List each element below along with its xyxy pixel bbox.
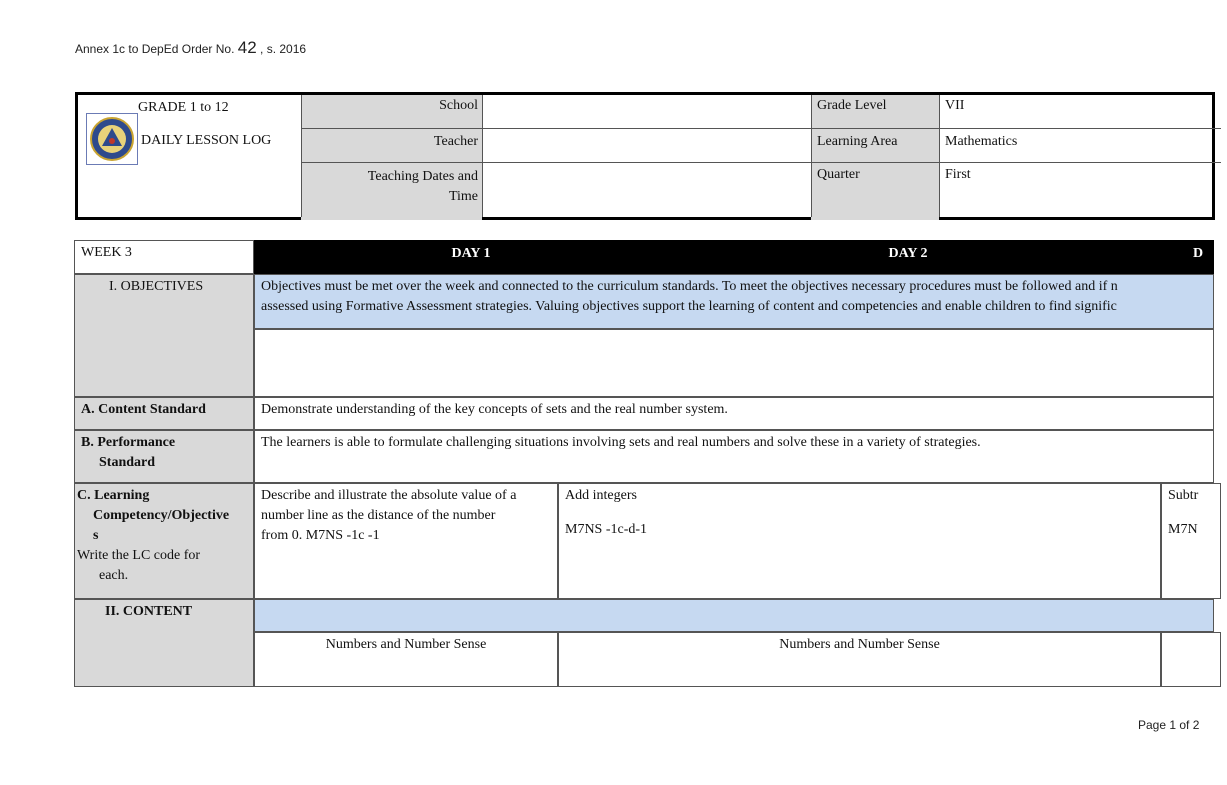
school-label: School [439, 98, 478, 113]
lc-day1-line2: number line as the distance of the number [261, 508, 496, 523]
lc-day3[interactable] [1161, 483, 1221, 599]
lc-day2-line1: Add integers [565, 488, 637, 503]
learning-area-value[interactable]: Mathematics [945, 134, 1018, 149]
day3-header: D [1193, 246, 1204, 261]
annex-prefix: Annex 1c to DepEd Order No. [75, 42, 235, 56]
lesson-log-table [74, 240, 1214, 687]
teaching-dates-label-line1: Teaching Dates and [367, 169, 478, 184]
objectives-entry[interactable] [254, 329, 1214, 397]
week-cell: WEEK 3 [74, 240, 254, 274]
grade-level-value[interactable]: VII [945, 98, 965, 113]
day1-header: DAY 1 [451, 246, 491, 261]
lc-day1[interactable] [254, 483, 558, 599]
grade-range: GRADE 1 to 12 [138, 100, 229, 115]
teaching-dates-label [301, 167, 478, 207]
page-number: Page 1 of 2 [1138, 718, 1200, 732]
performance-standard-value: The learners is able to formulate challenging situations involving sets and real numbers and solve these in a variety of strategies. [254, 430, 1214, 483]
content-day3[interactable] [1161, 632, 1221, 687]
content-day1[interactable]: Numbers and Number Sense [254, 632, 558, 687]
learning-area-label: Learning Area [817, 134, 898, 149]
learning-competency-label [74, 483, 254, 599]
performance-standard-label [74, 430, 254, 483]
performance-standard-label-line1: B. Performance [81, 435, 176, 450]
quarter-value[interactable]: First [945, 167, 971, 182]
lc-day1-line1: Describe and illustrate the absolute value of a [261, 488, 517, 503]
lc-day3-line2: M7N [1168, 522, 1198, 537]
annex-suffix: , s. 2016 [260, 42, 307, 56]
lc-label-line5: each. [99, 568, 129, 583]
lc-day2[interactable] [558, 483, 1161, 599]
teaching-dates-label-line2: Time [448, 189, 478, 204]
objectives-label: I. OBJECTIVES [74, 274, 254, 397]
quarter-label: Quarter [817, 167, 860, 182]
content-label: II. CONTENT [74, 599, 254, 687]
lc-label-line4: Write the LC code for [77, 548, 201, 563]
annex-order-number: 42 [237, 38, 257, 57]
lc-label-line2: Competency/Objective [93, 508, 230, 523]
lesson-log-header [75, 92, 1215, 220]
daily-lesson-log-title: DAILY LESSON LOG [141, 133, 272, 148]
content-header-band [254, 599, 1214, 632]
objectives-description [254, 274, 1214, 329]
content-standard-value: Demonstrate understanding of the key concepts of sets and the real number system. [254, 397, 1214, 430]
objectives-line-2: assessed using Formative Assessment strategies. Valuing objectives support the learning of content and competencies and enable children to find signific [261, 299, 1117, 314]
grade-level-label: Grade Level [817, 98, 887, 113]
deped-seal-icon [86, 113, 138, 165]
lc-label-line3: s [93, 528, 99, 543]
content-standard-label: A. Content Standard [74, 397, 254, 430]
performance-standard-label-line2: Standard [99, 455, 156, 470]
lc-day1-line3: from 0. M7NS -1c -1 [261, 528, 380, 543]
teacher-label: Teacher [433, 134, 478, 149]
lc-day3-line1: Subtr [1168, 488, 1199, 503]
content-day2[interactable]: Numbers and Number Sense [558, 632, 1161, 687]
day2-header: DAY 2 [888, 246, 928, 261]
lc-label-line1: C. Learning [77, 488, 150, 503]
lc-day2-line2: M7NS -1c-d-1 [565, 522, 648, 537]
annex-reference [75, 38, 306, 58]
objectives-line-1: Objectives must be met over the week and connected to the curriculum standards. To meet the objectives necessary procedures must be followed and if n [261, 279, 1118, 294]
